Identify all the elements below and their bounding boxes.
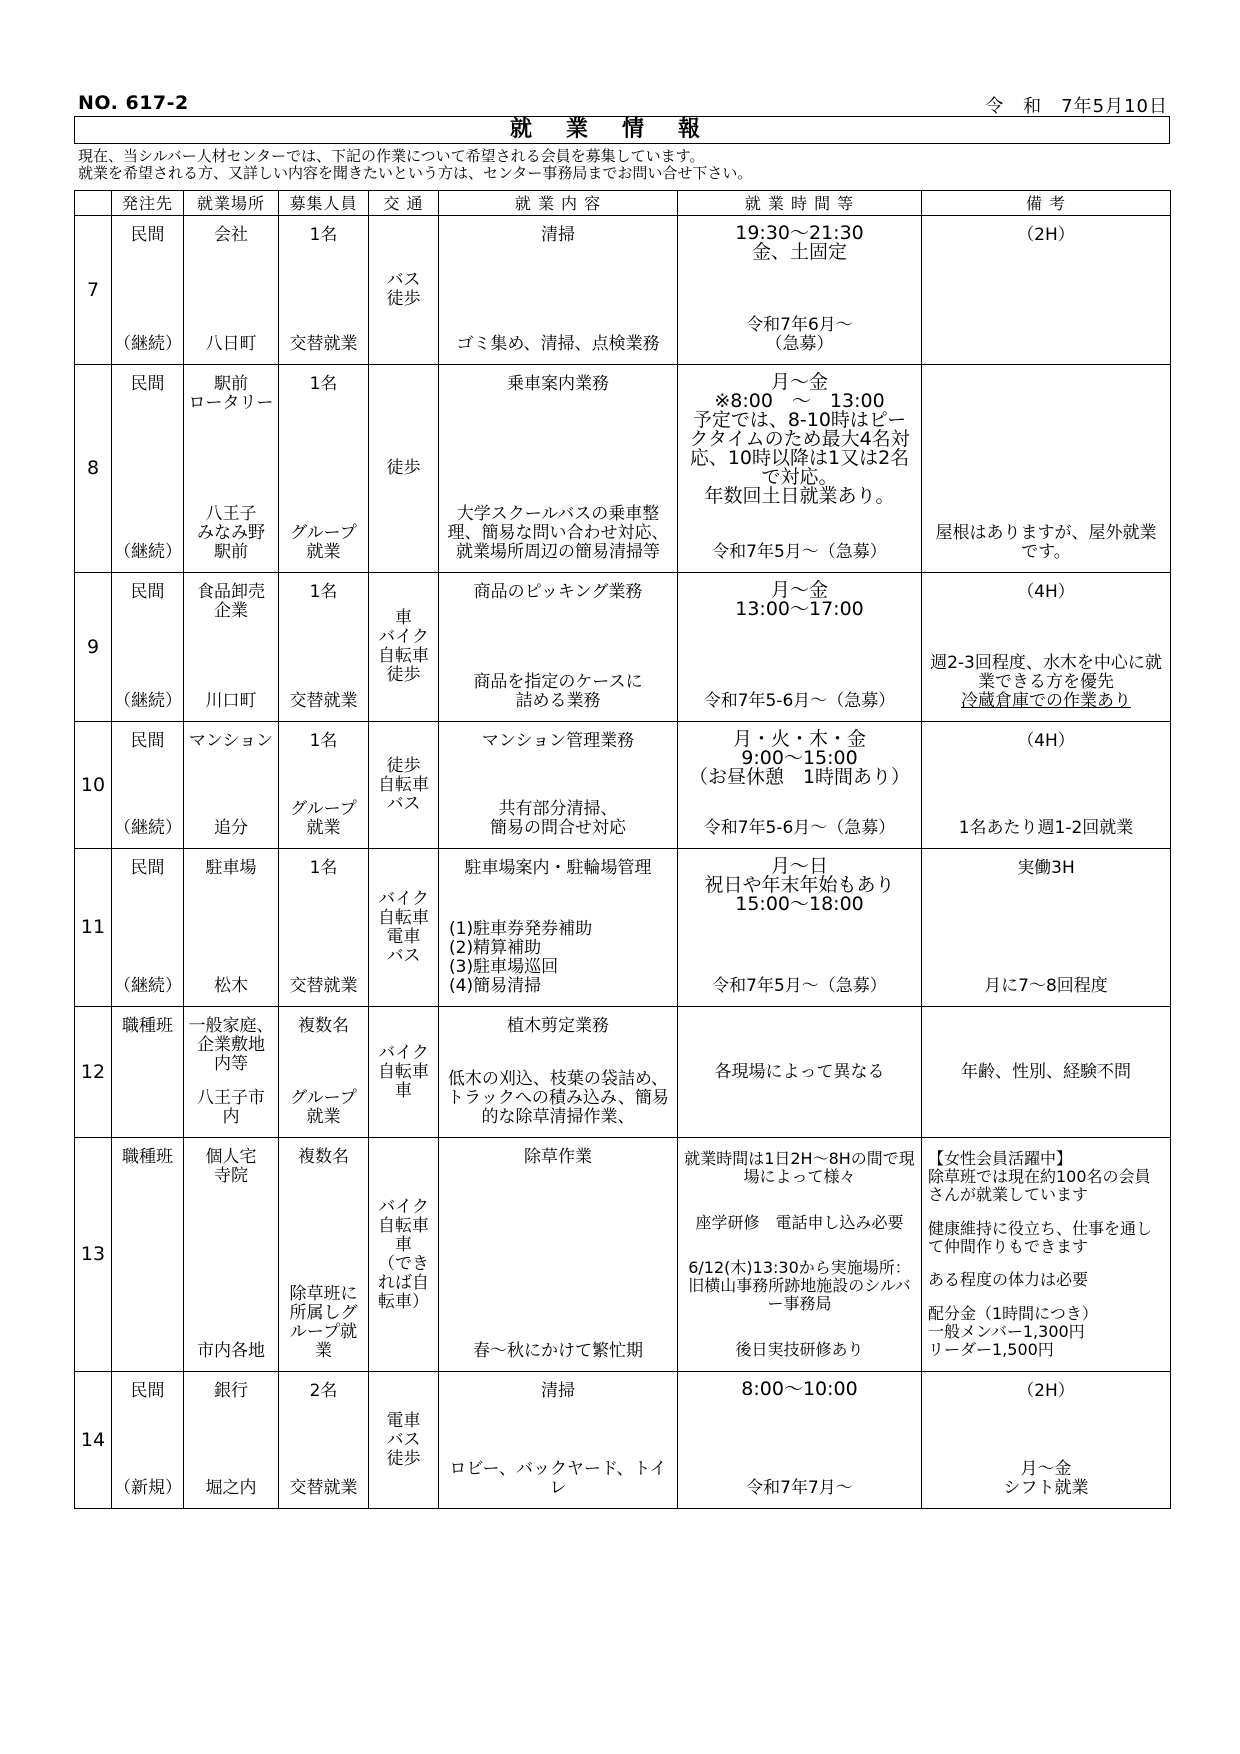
client-top: 職種班 (122, 1147, 173, 1167)
staff-bottom: 交替就業 (289, 691, 358, 711)
staff-bottom: 交替就業 (289, 976, 358, 996)
place-bottom: 松木 (214, 976, 248, 996)
client-cell (112, 1372, 184, 1509)
client-cell (114, 365, 181, 572)
time-top: 19:30～21:30 金、土固定 (735, 222, 864, 263)
place-top: 個人宅 寺院 (205, 1147, 257, 1186)
staff-bottom: 交替就業 (289, 334, 358, 354)
time-cell (678, 1138, 922, 1372)
intro-line-2: 就業を希望される方、又詳しい内容を聞きたいという方は、センター事務局までお問い合せ下さい。 (78, 164, 753, 182)
transport-cell: バイク 自転車 電車 バス (369, 849, 439, 1007)
staff-cell (279, 216, 369, 365)
time-top: 8:00～10:00 (741, 1378, 858, 1400)
table-row (75, 216, 1171, 365)
work-cell (441, 1372, 675, 1508)
time-cell (678, 1372, 922, 1509)
staff-bottom: グループ 就業 (290, 799, 357, 838)
note-top: （2H） (1017, 225, 1075, 245)
note-top: 実働3H (1017, 858, 1075, 878)
transport-cell: バイク 自転車 車 (369, 1007, 439, 1138)
note-cell (924, 216, 1168, 364)
staff-cell (279, 1138, 369, 1372)
staff-top: 1名 (309, 582, 338, 602)
col-header-note: 備 考 (922, 191, 1171, 216)
client-cell (114, 1007, 181, 1137)
client-cell (114, 1372, 181, 1508)
note-mid: 年齢、性別、経験不問 (961, 1061, 1131, 1082)
work-bottom: 商品を指定のケースに 詰める業務 (473, 672, 643, 711)
intro-text (78, 148, 752, 182)
row-number: 12 (75, 1007, 112, 1138)
time-cell (680, 216, 919, 364)
client-bottom: （継続） (114, 542, 182, 562)
client-cell (114, 722, 181, 848)
place-top: 食品卸売 企業 (197, 582, 265, 621)
time-top: 月～金 ※8:00 ～ 13:00 予定では、8-10時はピークタイムのため最大4名対応、10時以降は1又は2名で対応。 年数回土日就業あり。 (689, 371, 910, 507)
place-cell (184, 216, 279, 365)
work-cell (439, 365, 678, 573)
note-cell (924, 573, 1168, 721)
work-top: 商品のピッキング業務 (473, 582, 643, 602)
client-cell (112, 1138, 184, 1372)
row-number: 7 (75, 216, 112, 365)
note-cell (922, 216, 1171, 365)
table-row (75, 722, 1171, 849)
client-cell (112, 1007, 184, 1138)
note-cell (922, 573, 1171, 722)
note-cell (924, 849, 1168, 1006)
table-row (75, 365, 1171, 573)
work-top: 乗車案内業務 (507, 374, 609, 394)
client-bottom: （継続） (114, 976, 182, 996)
transport-cell: 徒歩 自転車 バス (369, 722, 439, 849)
time-line: 6/12(木)13:30から実施場所：旧横山事務所跡地施設のシルバー事務局 (688, 1258, 911, 1314)
transport-cell: 電車 バス 徒歩 (369, 1372, 439, 1509)
place-cell (184, 849, 279, 1007)
client-top: 職種班 (122, 1016, 173, 1036)
row-number: 13 (75, 1138, 112, 1372)
issue-date: 令 和 7年5月10日 (985, 96, 1168, 117)
place-top: 銀行 (214, 1381, 248, 1401)
col-header-staff: 募集人員 (279, 191, 369, 216)
staff-cell (279, 365, 369, 573)
staff-cell (279, 1007, 369, 1138)
time-bottom: 令和7年5月～（急募） (712, 976, 887, 996)
note-cell (924, 1138, 1168, 1371)
place-bottom: 追分 (214, 818, 248, 838)
place-bottom: 八日町 (205, 334, 257, 354)
work-cell (439, 573, 678, 722)
work-cell (441, 722, 675, 848)
staff-top: 1名 (309, 858, 338, 878)
place-cell (184, 573, 279, 722)
client-top: 民間 (130, 374, 165, 394)
time-cell (678, 849, 922, 1007)
work-cell (439, 1372, 678, 1509)
work-top: 清掃 (541, 1381, 575, 1401)
place-bottom: 八王子市 内 (197, 1088, 265, 1127)
note-cell (924, 722, 1168, 848)
note-top: （4H） (1017, 731, 1075, 751)
staff-cell (279, 1372, 369, 1509)
time-bottom: 令和7年5月～（急募） (712, 542, 887, 562)
work-top: 除草作業 (524, 1147, 592, 1167)
time-cell (680, 849, 919, 1006)
row-number: 8 (75, 365, 112, 573)
place-top: 会社 (214, 225, 248, 245)
time-cell (678, 1007, 922, 1138)
staff-cell (281, 573, 366, 721)
time-bottom: 令和7年5-6月～（急募） (703, 691, 896, 711)
work-top: マンション管理業務 (481, 731, 635, 751)
work-cell (441, 1138, 675, 1371)
intro-line-1: 現在、当シルバー人材センターでは、下記の作業について希望される会員を募集しています。 (78, 147, 705, 165)
work-bottom: 春～秋にかけて繁忙期 (473, 1341, 643, 1361)
place-cell (184, 1372, 279, 1509)
client-top: 民間 (130, 731, 165, 751)
place-top: 駅前 ロータリー (188, 374, 274, 413)
page-title: 就業情報 (74, 116, 1170, 144)
place-bottom: 八王子 みなみ野 駅前 (197, 504, 265, 562)
time-top: 月～金 13:00～17:00 (735, 579, 864, 620)
note-top: （2H） (1017, 1381, 1075, 1401)
place-cell (186, 722, 276, 848)
client-cell (114, 573, 181, 721)
client-cell (112, 216, 184, 365)
client-cell (114, 1138, 181, 1371)
note-line: 【女性会員活躍中】 除草班では現在約100名の会員さんが就業しています (928, 1149, 1151, 1204)
note-line: ある程度の体力は必要 (928, 1270, 1089, 1290)
place-top: マンション (188, 731, 274, 751)
place-cell (186, 1372, 276, 1508)
place-cell (184, 1138, 279, 1372)
note-cell (924, 365, 1168, 572)
note-top: （4H） (1017, 582, 1075, 602)
work-cell (441, 849, 675, 1006)
note-cell (922, 849, 1171, 1007)
note-bottom: 月に7～8回程度 (984, 976, 1108, 996)
client-cell (112, 722, 184, 849)
place-cell (186, 849, 276, 1006)
staff-cell (281, 1372, 366, 1508)
work-top: 清掃 (541, 225, 575, 245)
note-line: 健康維持に役立ち、仕事を通して仲間作りもできます (928, 1218, 1153, 1256)
staff-top: 1名 (309, 374, 338, 394)
work-top: 駐車場案内・駐輪場管理 (464, 858, 652, 878)
staff-top: 1名 (309, 731, 338, 751)
col-header-work: 就 業 内 容 (439, 191, 678, 216)
work-cell (441, 216, 675, 364)
work-cell (441, 1007, 675, 1137)
table-row (75, 1372, 1171, 1509)
col-header-time: 就 業 時 間 等 (678, 191, 922, 216)
client-top: 民間 (130, 1381, 165, 1401)
work-cell (441, 365, 675, 572)
time-cell (680, 1372, 919, 1508)
work-cell (439, 1007, 678, 1138)
col-header-no (75, 191, 112, 216)
place-cell (184, 722, 279, 849)
work-cell (439, 216, 678, 365)
staff-cell (281, 849, 366, 1006)
note-cell (922, 1372, 1171, 1509)
table-row (75, 1007, 1171, 1138)
table-row (75, 849, 1171, 1007)
transport-cell: 徒歩 (369, 365, 439, 573)
time-cell (678, 365, 922, 573)
col-header-client: 発注先 (112, 191, 184, 216)
table-header-row (75, 191, 1171, 216)
staff-cell (279, 722, 369, 849)
place-cell (186, 1138, 276, 1371)
time-bottom: 令和7年6月～ （急募） (746, 315, 853, 354)
work-cell (439, 1138, 678, 1372)
time-cell (680, 722, 919, 848)
client-bottom: （継続） (114, 818, 182, 838)
note-cell (922, 722, 1171, 849)
col-header-place: 就業場所 (184, 191, 279, 216)
time-top: 月～日 祝日や年末年始もあり 15:00～18:00 (704, 855, 895, 915)
client-cell (114, 849, 181, 1006)
staff-bottom: 除草班に 所属しグ ループ就 業 (289, 1284, 358, 1361)
note-cell (922, 1007, 1171, 1138)
job-table (74, 190, 1171, 1509)
time-top: 月・火・木・金 9:00～15:00 （お昼休憩 1時間あり） (688, 728, 911, 788)
client-cell (114, 216, 181, 364)
note-bottom: 屋根はありますが、屋外就業です。 (935, 523, 1157, 562)
work-cell (439, 849, 678, 1007)
place-top: 駐車場 (205, 858, 257, 878)
row-number: 9 (75, 573, 112, 722)
client-cell (112, 573, 184, 722)
staff-bottom: 交替就業 (289, 1478, 358, 1498)
place-cell (186, 365, 276, 572)
place-cell (184, 365, 279, 573)
place-bottom: 川口町 (205, 691, 257, 711)
place-cell (186, 1007, 276, 1137)
time-cell (678, 573, 922, 722)
client-top: 民間 (130, 225, 165, 245)
note-line: 配分金（1時間につき） 一般メンバー1,300円 リーダー1,500円 (928, 1303, 1098, 1359)
note-bottom: 週2-3回程度、水木を中心に就業できる方を優先 冷蔵倉庫での作業あり (928, 654, 1164, 711)
time-cell (680, 573, 919, 721)
note-bottom: 1名あたり週1-2回就業 (958, 818, 1134, 838)
staff-cell (279, 573, 369, 722)
work-top: 植木剪定業務 (507, 1016, 609, 1036)
time-bottom: 令和7年7月～ (746, 1478, 853, 1498)
time-line: 座学研修 電話申し込み必要 (695, 1212, 904, 1232)
work-bottom: 大学スクールバスの乗車整理、簡易な問い合わせ対応、就業場所周辺の簡易清掃等 (447, 504, 669, 562)
note-bottom: 月～金 シフト就業 (1003, 1459, 1089, 1498)
staff-top: 複数名 (298, 1147, 349, 1167)
work-bottom: 低木の刈込、枝葉の袋詰め、トラックへの積み込み、簡易的な除草清掃作業、 (447, 1069, 669, 1127)
transport-cell: 車 バイク 自転車 徒歩 (369, 573, 439, 722)
col-header-transport: 交 通 (369, 191, 439, 216)
note-cell (922, 365, 1171, 573)
document-number: NO. 617-2 (78, 92, 189, 114)
time-cell (678, 722, 922, 849)
staff-top: 2名 (309, 1381, 338, 1401)
client-cell (112, 849, 184, 1007)
staff-cell (281, 722, 366, 848)
place-cell (184, 1007, 279, 1138)
table-row (75, 1138, 1171, 1372)
note-cell (922, 1138, 1171, 1372)
note-cell (924, 1372, 1168, 1508)
place-top: 一般家庭、 企業敷地 内等 (188, 1016, 274, 1074)
note-underline: 冷蔵倉庫での作業あり (961, 691, 1131, 711)
staff-cell (281, 1007, 366, 1137)
place-bottom: 市内各地 (197, 1341, 265, 1361)
staff-bottom: グループ 就業 (290, 523, 357, 562)
work-cell (441, 573, 675, 721)
staff-cell (281, 216, 366, 364)
time-mid: 各現場によって異なる (714, 1061, 885, 1082)
place-cell (186, 573, 276, 721)
time-line: 後日実技研修あり (735, 1339, 864, 1359)
time-cell (680, 1138, 919, 1371)
staff-top: 複数名 (298, 1016, 349, 1036)
client-cell (112, 365, 184, 573)
table-row (75, 573, 1171, 722)
row-number: 14 (75, 1372, 112, 1509)
time-cell (678, 216, 922, 365)
work-bottom: 共有部分清掃、 簡易の問合せ対応 (490, 799, 626, 838)
time-bottom: 令和7年5-6月～（急募） (703, 818, 896, 838)
transport-cell: バイク 自転車 車 （でき れば自 転車） (369, 1138, 439, 1372)
client-bottom: （新規） (114, 1478, 182, 1498)
work-bottom: ロビー、バックヤード、トイレ (449, 1459, 667, 1498)
place-cell (186, 216, 276, 364)
work-cell (439, 722, 678, 849)
row-number: 10 (75, 722, 112, 849)
work-bottom: (1)駐車券発券補助 (2)精算補助 (3)駐車場巡回 (4)簡易清掃 (449, 919, 593, 996)
client-bottom: （継続） (114, 334, 182, 354)
time-cell (680, 365, 919, 572)
staff-cell (281, 1138, 366, 1371)
time-line: 就業時間は1日2H～8Hの間で現場によって様々 (684, 1149, 915, 1186)
staff-cell (281, 365, 366, 572)
row-number: 11 (75, 849, 112, 1007)
client-bottom: （継続） (114, 691, 182, 711)
staff-bottom: グループ 就業 (290, 1088, 357, 1127)
work-bottom: ゴミ集め、清掃、点検業務 (456, 334, 660, 354)
transport-cell: バス 徒歩 (369, 216, 439, 365)
client-top: 民間 (130, 582, 165, 602)
staff-top: 1名 (309, 225, 338, 245)
client-top: 民間 (130, 858, 165, 878)
place-bottom: 堀之内 (205, 1478, 257, 1498)
staff-cell (279, 849, 369, 1007)
